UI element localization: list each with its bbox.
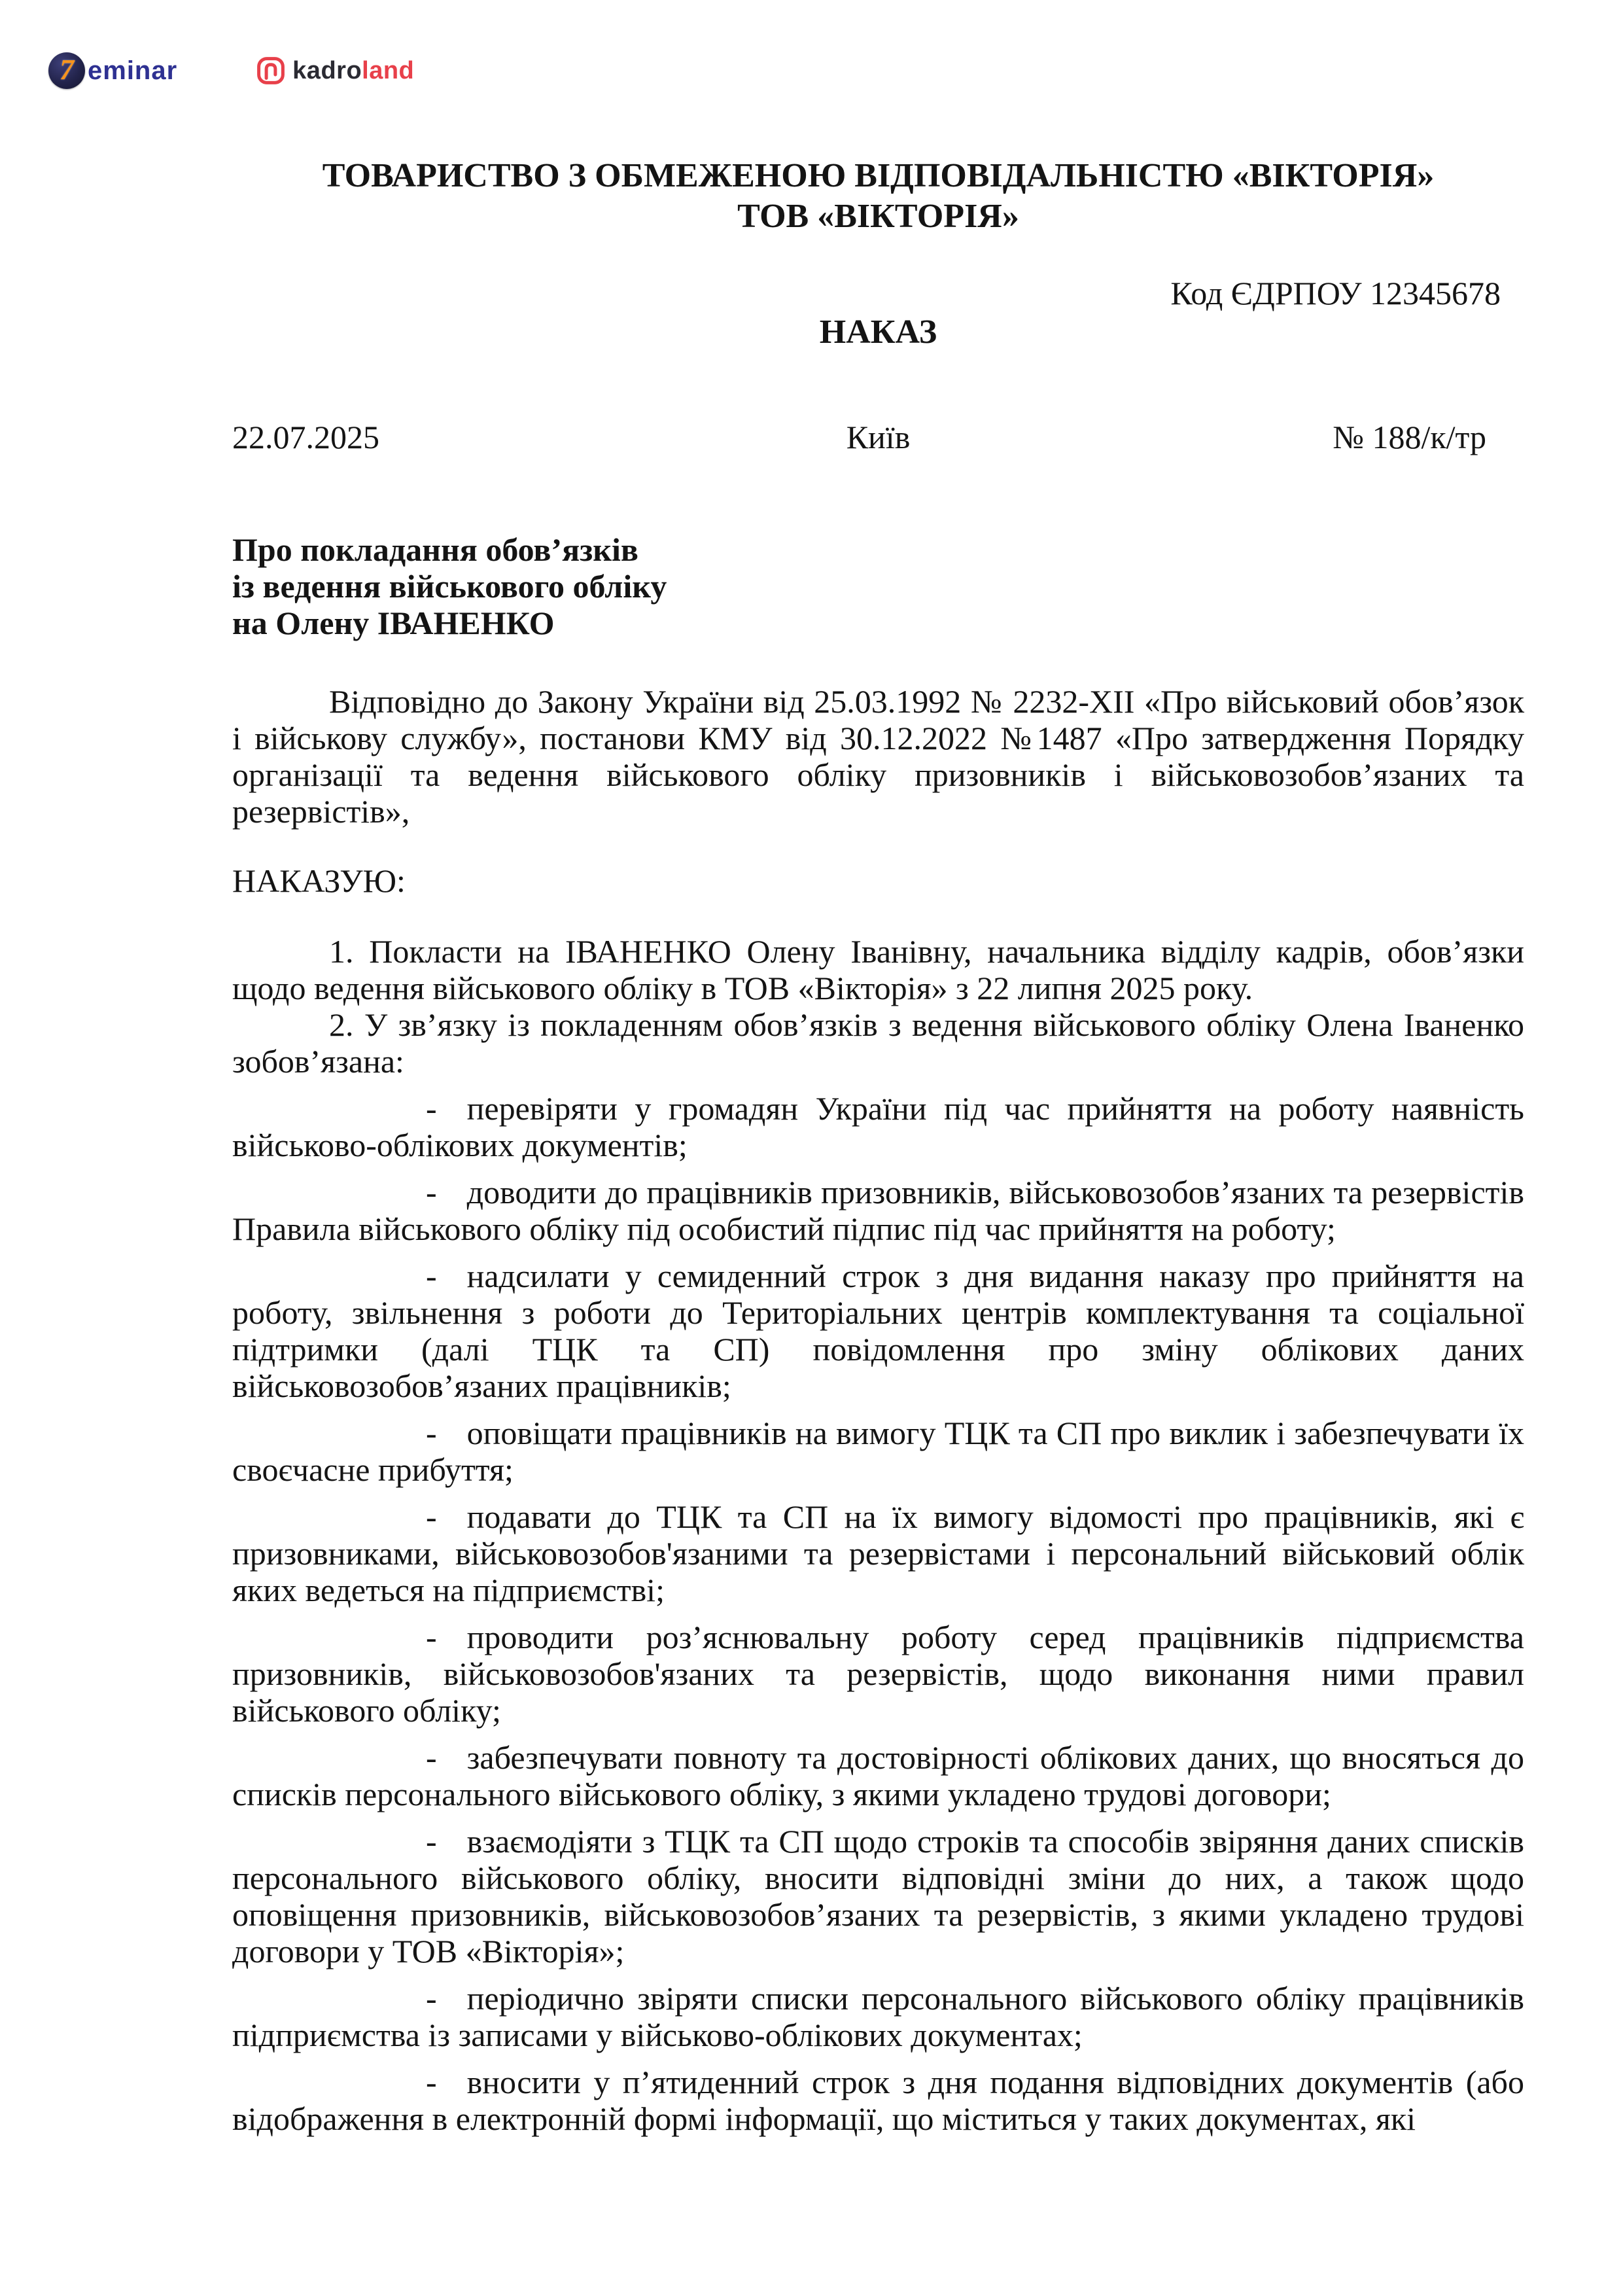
bullet-dash: - xyxy=(426,1619,437,1655)
duty-bullet-2 xyxy=(232,1174,1524,1247)
order-subject-line1: Про покладання обов’язків xyxy=(232,531,638,568)
seminar-wordmark: eminar xyxy=(88,56,178,85)
order-subject xyxy=(232,531,1524,641)
duty-bullet-6-text: проводити роз’яснювальну роботу серед працівників підприємства призовників, військовозобов'язаних та резервістів, щодо виконання ними правил військового обліку; xyxy=(232,1619,1524,1729)
order-item-1: 1. Покласти на ІВАНЕНКО Олену Іванівну, начальника відділу кадрів, обов’язки щодо ведення військового обліку в ТОВ «Вікторія» з 22 липня 2025 року. xyxy=(232,933,1524,1006)
duty-bullet-3-text: надсилати у семиденний строк з дня видання наказу про прийняття на роботу, звільнення з роботи до Територіальних центрів комплектування та соціальної підтримки (далі ТЦК та СП) повідомлення про зміну облікових даних військовозобов’язаних працівників; xyxy=(232,1258,1524,1404)
duty-bullet-1-text: перевіряти у громадян України під час прийняття на роботу наявність військово-облікових документів; xyxy=(232,1090,1524,1163)
order-date: 22.07.2025 xyxy=(232,419,379,455)
preamble-paragraph: Відповідно до Закону України від 25.03.1992 № 2232-XII «Про військовий обов’язок і військову службу», постанови КМУ від 30.12.2022 №1487 «Про затвердження Порядку організації та ведення військового обліку призовників і військовозобов’язаних та резервістів», xyxy=(232,683,1524,830)
duty-bullet-2-text: доводити до працівників призовників, військовозобов’язаних та резервістів Правила військового обліку під особистий підпис під час прийняття на роботу; xyxy=(232,1174,1524,1247)
duty-bullet-4 xyxy=(232,1415,1524,1488)
order-city: Київ xyxy=(846,419,911,455)
edrpou-code: Код ЄДРПОУ 12345678 xyxy=(1170,275,1501,311)
order-number: № 188/к/тр xyxy=(1333,419,1486,455)
duty-bullet-8 xyxy=(232,1823,1524,1969)
bullet-dash: - xyxy=(426,1174,437,1210)
document-kind: НАКАЗ xyxy=(819,313,937,351)
order-word: НАКАЗУЮ: xyxy=(232,862,406,899)
bullet-dash: - xyxy=(426,1739,437,1776)
duty-bullet-5-text: подавати до ТЦК та СП на їх вимогу відомості про працівників, які є призовниками, військовозобов'язаними та резервістами і персональний військовий облік яких ведеться на підприємстві; xyxy=(232,1498,1524,1608)
duty-bullet-4-text: оповіщати працівників на вимогу ТЦК та СП про виклик і забезпечувати їх своєчасне прибуття; xyxy=(232,1415,1524,1488)
duty-bullet-7 xyxy=(232,1739,1524,1812)
duty-bullet-9-text: періодично звіряти списки персонального військового обліку працівників підприємства із записами у військово-облікових документах; xyxy=(232,1980,1524,2053)
bullet-dash: - xyxy=(426,2064,437,2100)
order-subject-line3: на Олену ІВАНЕНКО xyxy=(232,605,555,641)
order-item-2: 2. У зв’язку із покладенням обов’язків з ведення військового обліку Олена Іваненко зобов’язана: xyxy=(232,1006,1524,1080)
duty-bullet-6 xyxy=(232,1619,1524,1729)
bullet-dash: - xyxy=(426,1415,437,1451)
order-subject-line2: із ведення військового обліку xyxy=(232,568,667,605)
duty-bullet-8-text: взаємодіяти з ТЦК та СП щодо строків та способів звіряння даних списків персонального військового обліку, вносити відповідні зміни до них, а також щодо оповіщення призовників, військовозобов’язаних та резервістів, з якими укладено трудові договори у ТОВ «Вікторія»; xyxy=(232,1823,1524,1969)
duty-bullet-10 xyxy=(232,2064,1524,2137)
seminar-digit: 7 xyxy=(60,54,74,86)
duty-bullet-9 xyxy=(232,1980,1524,2053)
bullet-dash: - xyxy=(426,1823,437,1860)
duty-bullet-5 xyxy=(232,1498,1524,1608)
kadroland-wordmark-dark: kadro xyxy=(292,56,362,84)
bullet-dash: - xyxy=(426,1498,437,1535)
kadroland-wordmark-red: land xyxy=(362,56,415,84)
duty-bullet-1 xyxy=(232,1090,1524,1163)
company-name-line2: ТОВ «ВІКТОРІЯ» xyxy=(737,198,1019,235)
company-name xyxy=(232,156,1524,237)
order-meta-row xyxy=(232,419,1524,455)
company-name-line1: ТОВАРИСТВО З ОБМЕЖЕНОЮ ВІДПОВІДАЛЬНІСТЮ «ВІКТОРІЯ» xyxy=(322,157,1435,194)
bullet-dash: - xyxy=(426,1090,437,1127)
bullet-dash: - xyxy=(426,1258,437,1294)
bullet-dash: - xyxy=(426,1980,437,2017)
duty-bullet-7-text: забезпечувати повноту та достовірності облікових даних, що вносяться до списків персонального військового обліку, з якими укладено трудові договори; xyxy=(232,1739,1524,1812)
duty-bullet-10-text: вносити у п’ятиденний строк з дня подання відповідних документів (або відображення в електронній формі інформації, що міститься у таких документах, які xyxy=(232,2064,1524,2137)
duty-bullet-3 xyxy=(232,1258,1524,1404)
